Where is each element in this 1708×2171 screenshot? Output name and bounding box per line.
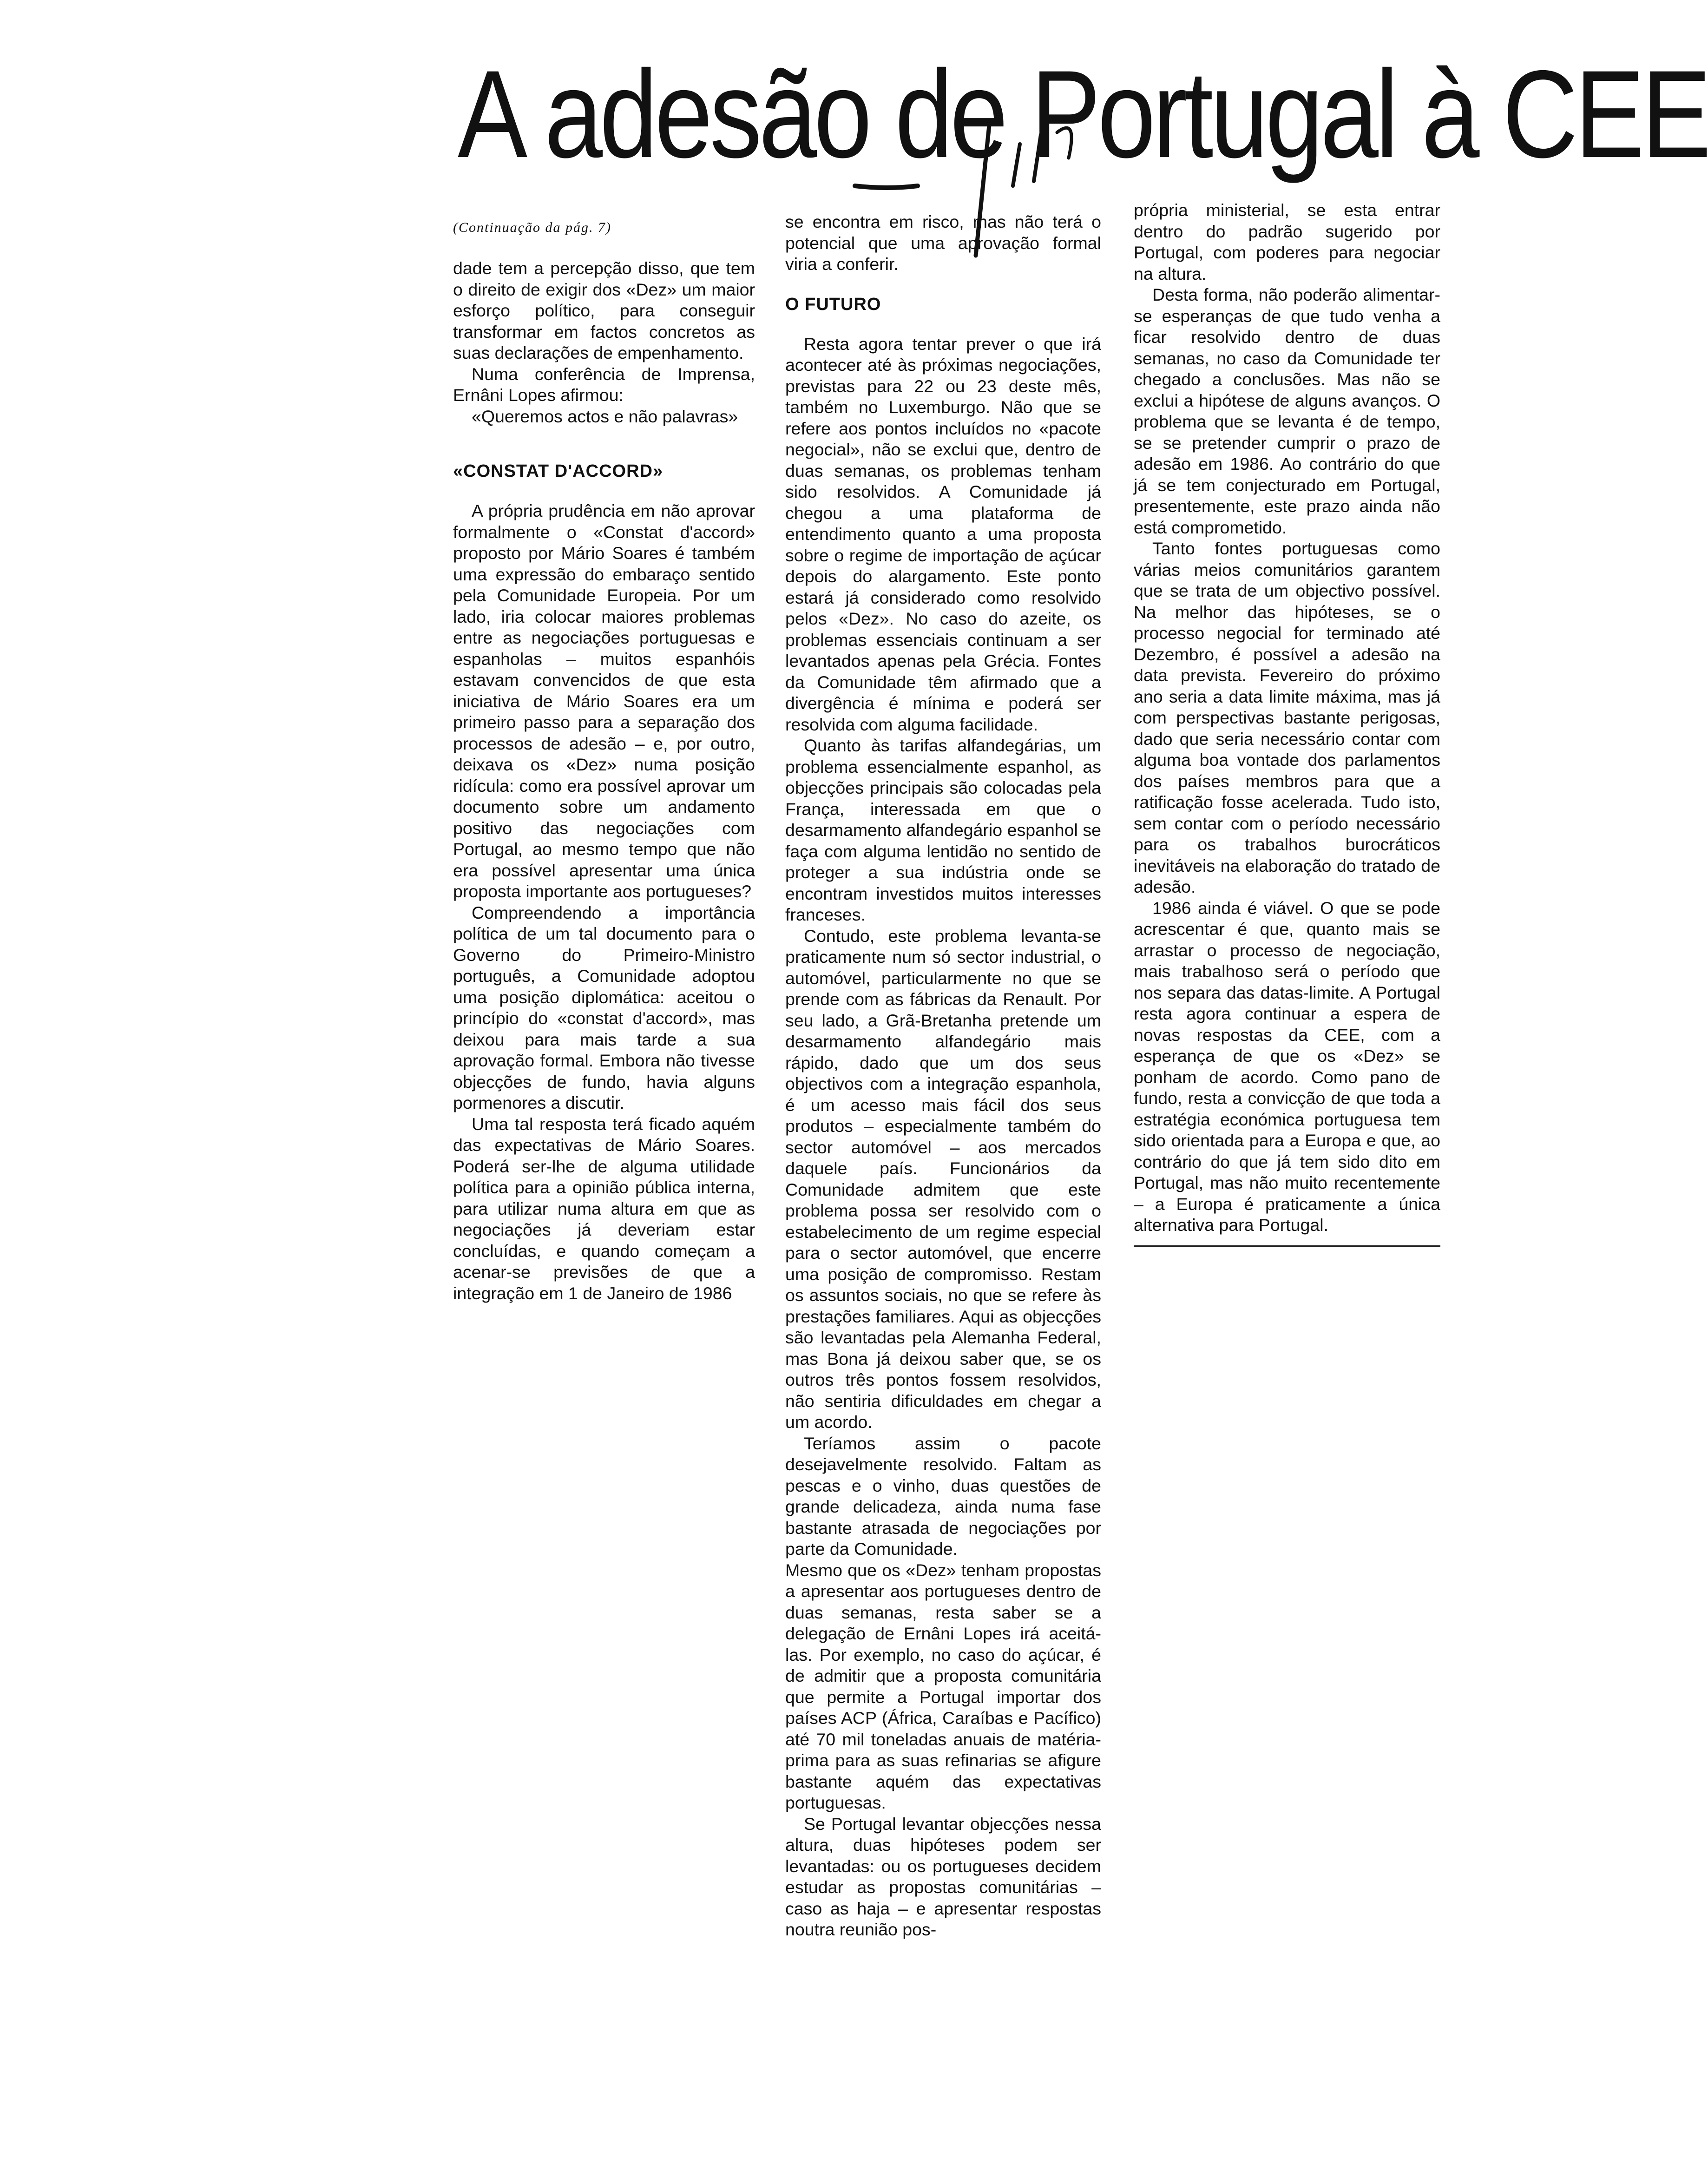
article-column-1 (453, 218, 755, 1304)
section-heading: «CONSTAT D'ACCORD» (453, 461, 663, 481)
paragraph: dade tem a percepção disso, que tem o direito de exigir dos «Dez» um maior esforço político, para conseguir transformar em factos concretos as suas declarações de empenhamento. (453, 258, 755, 362)
section-heading: O FUTURO (785, 294, 881, 314)
paragraph: Compreendendo a importância política de um tal documento para o Governo do Primeiro-Ministro português, a Comunidade adoptou uma posição diplomática: aceitou o princípio do «constat d'accord», mas deixou para mais tarde a sua aprovação formal. Embora não tivesse objecções de fundo, havia alguns pormenores a discutir. (453, 902, 755, 1112)
paragraph: Tanto fontes portuguesas como várias meios comunitários garantem que se trata de um objectivo possível. Na melhor das hipóteses, se o processo negocial for terminado até Dezembro, é possível a adesão na data prevista. Fevereiro do próximo ano seria a data limite máxima, mas já com perspectivas bastante perigosas, dado que seria necessário contar com alguma boa vontade dos parlamentos dos países membros para que a ratificação fosse acelerada. Tudo isto, sem contar com o período necessário para os trabalhos burocráticos inevitáveis na elaboração do tratado de adesão. (1134, 539, 1440, 896)
paragraph: Contudo, este problema levanta-se praticamente num só sector industrial, o automóvel, particularmente no que se prende com as fábricas da Renault. Por seu lado, a Grã-Bretanha pretende um desarmamento alfandegário mais rápido, dado que um dos seus objectivos com a integração espanhola, é um acesso mais fácil dos seus produtos – especialmente também do sector automóvel – aos mercados daquele país. Funcionários da Comunidade admitem que este problema possa ser resolvido com o estabelecimento de um regime especial para o sector automóvel, que encerre uma posição de compromisso. Restam os assuntos sociais, no que se refere às prestações familiares. Aqui as objecções são levantadas pela Alemanha Federal, mas Bona já deixou saber que, se os outros três pontos fossem resolvidos, não sentiria dificuldades em chegar a um acordo. (785, 926, 1101, 1432)
paragraph: Numa conferência de Imprensa, Ernâni Lopes afirmou: (453, 364, 755, 405)
paragraph: própria ministerial, se esta entrar dentro do padrão sugerido por Portugal, com poderes para negociar na altura. (1134, 200, 1440, 283)
paragraph: Uma tal resposta terá ficado aquém das expectativas de Mário Soares. Poderá ser-lhe de alguma utilidade política para a opinião pública interna, para utilizar numa altura em que as negociações já deveriam estar concluídas, e quando começam a acenar-se previsões de que a integração em 1 de Janeiro de 1986 (453, 1114, 755, 1303)
continuation-note: (Continuação da pág. 7) (453, 220, 611, 235)
paragraph: Quanto às tarifas alfandegárias, um problema essencialmente espanhol, as objecções principais são colocadas pela França, interessada em que o desarmamento alfandegário espanhol se faça com alguma lentidão no sentido de proteger a sua indústria onde se encontram investidos muitos interesses franceses. (785, 736, 1101, 924)
article-column-2 (785, 211, 1101, 1941)
paragraph: se encontra em risco, mas não terá o potencial que uma aprovação formal viria a conferir. (785, 212, 1101, 274)
paragraph: Teríamos assim o pacote desejavelmente resolvido. Faltam as pescas e o vinho, duas questões de grande delicadeza, ainda numa fase bastante atrasada de negociações por parte da Comunidade. (785, 1433, 1101, 1559)
paragraph: «Queremos actos e não palavras» (472, 406, 738, 426)
article-headline: A adesão de Portugal à CEE (458, 44, 1708, 184)
paragraph: Se Portugal levantar objecções nessa altura, duas hipóteses podem ser levantadas: ou os portugueses decidem estudar as propostas comunitárias – caso as haja – e apresentar respostas noutra reunião pos- (785, 1814, 1101, 1939)
paragraph: Resta agora tentar prever o que irá acontecer até às próximas negociações, previstas para 22 ou 23 deste mês, também no Luxemburgo. Não que se refere aos pontos incluídos no «pacote negocial», não se exclui que, dentro de duas semanas, os problemas tenham sido resolvidos. A Comunidade já chegou a uma plataforma de entendimento quanto a uma proposta sobre o regime de importação de açúcar depois do alargamento. Este ponto estará já considerado como resolvido pelos «Dez». No caso do azeite, os problemas essenciais continuam a ser levantados apenas pela Grécia. Fontes da Comunidade têm afirmado que a divergência é mínima e poderá ser resolvida com alguma facilidade. (785, 334, 1101, 734)
paragraph: 1986 ainda é viável. O que se pode acrescentar é que, quanto mais se arrastar o processo de negociação, mais trabalhoso será o período que nos separa das datas-limite. A Portugal resta agora continuar a espera de novas respostas da CEE, com a esperança de que os «Dez» se ponham de acordo. Como pano de fundo, resta a convicção de que toda a estratégia económica portuguesa tem sido orientada para a Europa e que, ao contrário do que já tem sido dito em Portugal, mas não muito recentemente – a Europa é praticamente a única alternativa para Portugal. (1134, 898, 1440, 1235)
article-column-3 (1134, 200, 1440, 1247)
paragraph: Mesmo que os «Dez» tenham propostas a apresentar aos portugueses dentro de duas semanas, resta saber se a delegação de Ernâni Lopes irá aceitá-las. Por exemplo, no caso do açúcar, é de admitir que a proposta comunitária que permite a Portugal importar dos países ACP (África, Caraíbas e Pacífico) até 70 mil toneladas anuais de matéria-prima para as suas refinarias se afigure bastante aquém das expectativas portuguesas. (785, 1560, 1101, 1812)
article-end-rule (1134, 1245, 1440, 1247)
paragraph: A própria prudência em não aprovar formalmente o «Constat d'accord» proposto por Mário Soares é também uma expressão do embaraço sentido pela Comunidade Europeia. Por um lado, iria colocar maiores problemas entre as negociações portuguesas e espanholas – muitos espanhóis estavam convencidos de que esta iniciativa de Mário Soares era um primeiro passo para a separação dos processos de adesão – e, por outro, deixava os «Dez» numa posição ridícula: como era possível aprovar um documento sobre um andamento positivo das negociações com Portugal, ao mesmo tempo que não era possível apresentar uma única proposta importante aos portugueses? (453, 501, 755, 901)
paragraph: Desta forma, não poderão alimentar-se esperanças de que tudo venha a ficar resolvido dentro de duas semanas, no caso da Comunidade ter chegado a conclusões. Mas não se exclui a hipótese de alguns avanços. O problema que se levanta é de tempo, se se pretender cumprir o prazo de adesão em 1986. Ao contrário do que já se tem conjecturado em Portugal, presentemente, este prazo ainda não está comprometido. (1134, 285, 1440, 537)
